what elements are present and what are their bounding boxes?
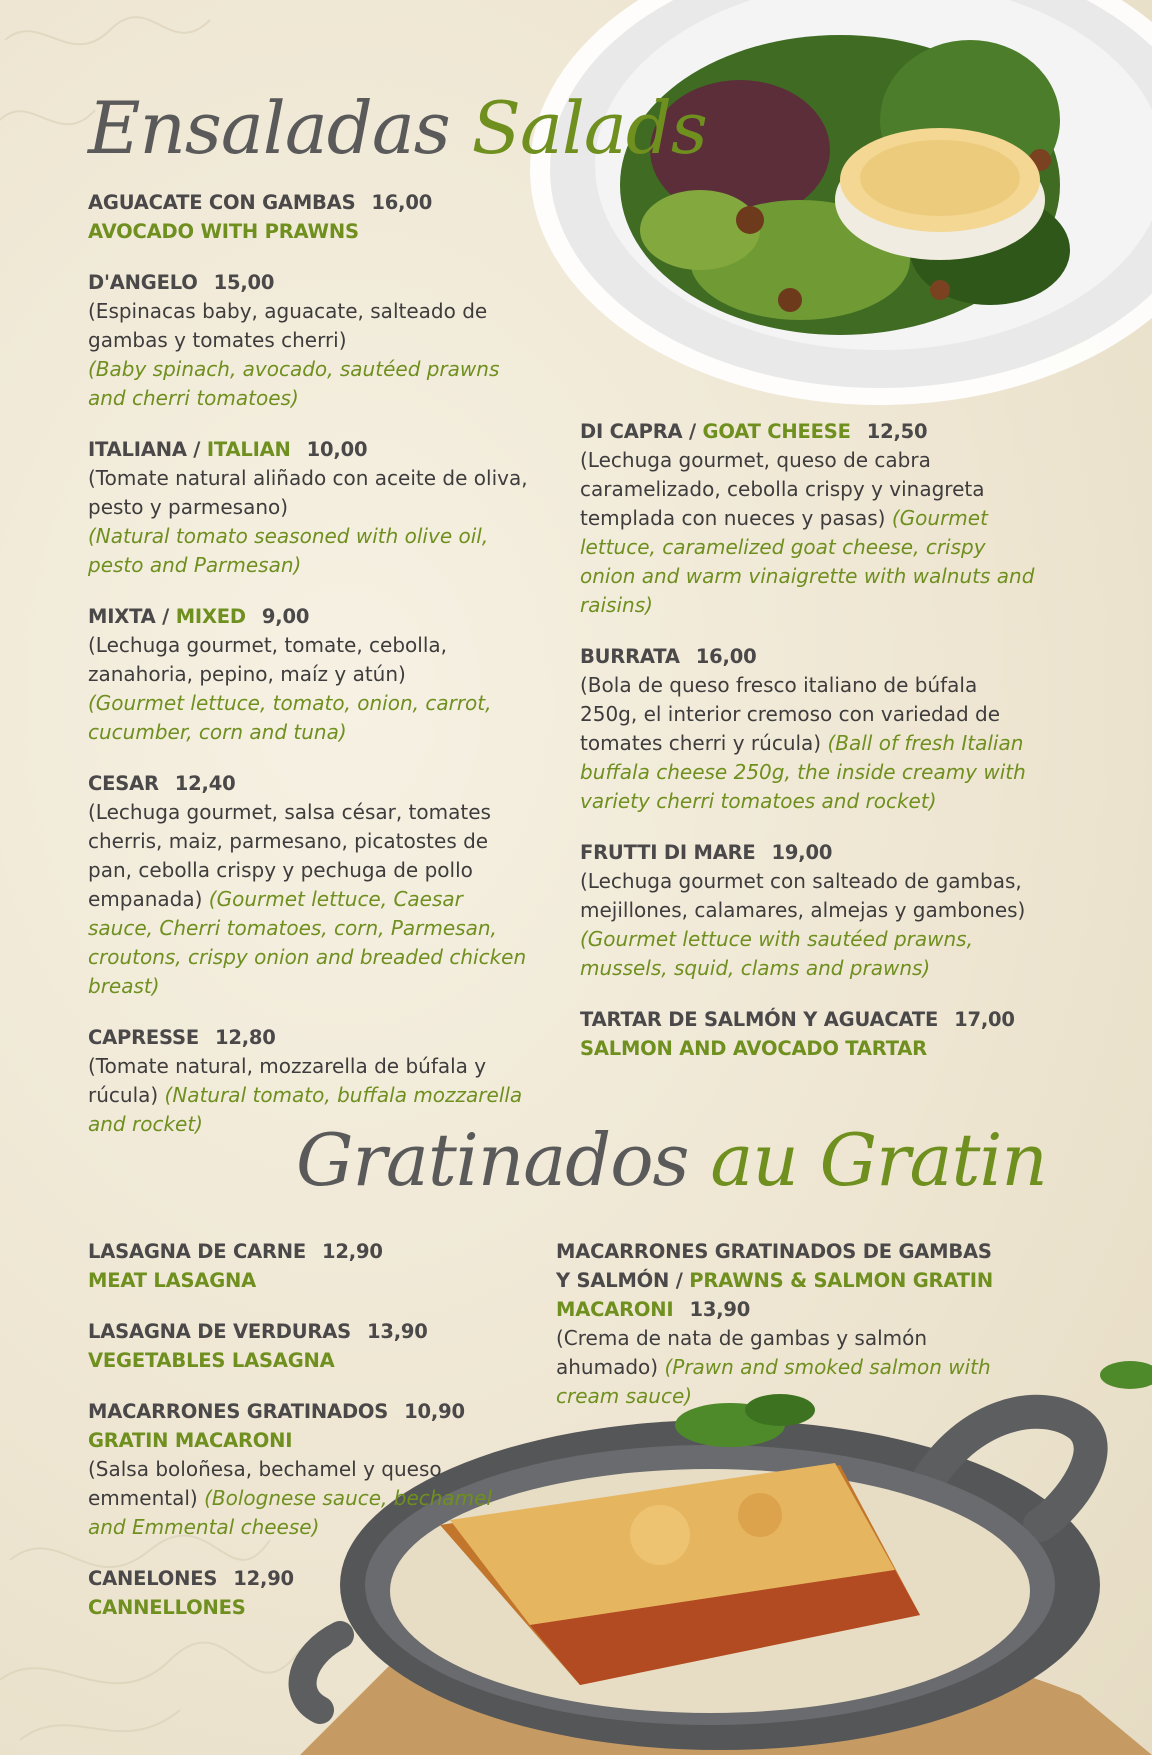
item-title: CESAR	[88, 772, 159, 795]
salads-heading	[88, 86, 707, 170]
item-price: 9,00	[261, 605, 310, 628]
item-title: LASAGNA DE CARNE	[88, 1240, 307, 1263]
item-subtitle: CANNELLONES	[88, 1596, 246, 1619]
item-desc-en: (Gourmet lettuce with sautéed prawns, mussels, squid, clams and prawns)	[580, 927, 973, 980]
item-desc-es: (Bola de queso fresco italiano de búfala 250g, el interior cremoso con variedad de tomates cherri y rúcula)	[580, 673, 1001, 755]
menu-item	[580, 642, 1040, 816]
salad-plate-image	[520, 0, 1152, 420]
salads-left-column	[88, 188, 528, 1161]
item-price: 16,00	[695, 645, 757, 668]
item-title: BURRATA	[580, 645, 680, 668]
menu-item	[88, 188, 528, 246]
item-price: 10,90	[404, 1400, 465, 1423]
item-desc-es: (Lechuga gourmet, salsa césar, tomates cherris, maiz, parmesano, picatostes de pan, cebolla crispy y pechuga de pollo empanada)	[88, 800, 491, 911]
item-subtitle: VEGETABLES LASAGNA	[88, 1349, 335, 1372]
item-title: CAPRESSE	[88, 1026, 199, 1049]
salads-heading-en: Salads	[471, 86, 707, 170]
menu-item	[556, 1237, 996, 1411]
menu-item	[88, 769, 528, 1001]
item-subtitle: SALMON AND AVOCADO TARTAR	[580, 1037, 927, 1060]
item-desc-en: (Bolognese sauce, bechamel and Emmental cheese)	[88, 1486, 493, 1539]
gratin-left-column	[88, 1237, 528, 1644]
item-title: MIXTA /	[88, 605, 176, 628]
item-price: 12,90	[233, 1567, 294, 1590]
menu-item	[580, 417, 1040, 620]
menu-item	[88, 435, 528, 580]
menu-item	[580, 838, 1040, 983]
item-desc-es: (Lechuga gourmet, queso de cabra caramelizado, cebolla crispy y vinagreta templada con nueces y pasas)	[580, 448, 985, 530]
item-title: FRUTTI DI MARE	[580, 841, 756, 864]
item-desc-en: (Natural tomato, buffala mozzarella and rocket)	[88, 1083, 523, 1136]
item-price: 10,00	[306, 438, 368, 461]
item-price: 13,90	[689, 1298, 751, 1321]
item-title: LASAGNA DE VERDURAS	[88, 1320, 351, 1343]
menu-item	[88, 1564, 528, 1622]
item-title: TARTAR DE SALMÓN Y AGUACATE	[580, 1008, 939, 1031]
item-desc-en: (Prawn and smoked salmon with cream sauce)	[556, 1355, 991, 1408]
gratin-heading-es: Gratinados	[296, 1118, 689, 1202]
item-title: AGUACATE CON GAMBAS	[88, 191, 356, 214]
item-title-en: MIXED	[175, 605, 246, 628]
item-title: ITALIANA /	[88, 438, 207, 461]
gratin-heading-en: au Gratin	[710, 1118, 1047, 1202]
item-price: 12,80	[214, 1026, 276, 1049]
menu-item	[88, 268, 528, 413]
item-desc-es: (Espinacas baby, aguacate, salteado de gambas y tomates cherri)	[88, 299, 488, 352]
gratin-heading	[296, 1118, 1047, 1202]
item-price: 13,90	[366, 1320, 428, 1343]
item-price: 12,50	[866, 420, 928, 443]
item-desc-en: (Gourmet lettuce, tomato, onion, carrot, cucumber, corn and tuna)	[88, 691, 492, 744]
item-desc-es: (Lechuga gourmet, tomate, cebolla, zanahoria, pepino, maíz y atún)	[88, 633, 448, 686]
item-title-en: ITALIAN	[206, 438, 291, 461]
item-title-en: GOAT CHEESE	[702, 420, 851, 443]
menu-item	[88, 1237, 528, 1295]
menu-item	[88, 602, 528, 747]
item-title: MACARRONES GRATINADOS	[88, 1400, 389, 1423]
item-subtitle: GRATIN MACARONI	[88, 1429, 293, 1452]
item-desc-en: (Ball of fresh Italian buffala cheese 250g, the inside creamy with variety cherri tomatoes and rocket)	[580, 731, 1026, 813]
item-price: 17,00	[954, 1008, 1015, 1031]
item-desc-en: (Natural tomato seasoned with olive oil, pesto and Parmesan)	[88, 524, 489, 577]
salads-heading-es: Ensaladas	[88, 86, 450, 170]
item-title-en: PRAWNS & SALMON GRATIN MACARONI	[556, 1269, 993, 1321]
item-title: D'ANGELO	[88, 271, 198, 294]
item-subtitle: MEAT LASAGNA	[88, 1269, 257, 1292]
item-price: 12,40	[174, 772, 236, 795]
item-desc-es: (Crema de nata de gambas y salmón ahumado)	[556, 1326, 928, 1379]
item-desc-es: (Lechuga gourmet con salteado de gambas, mejillones, calamares, almejas y gambones)	[580, 869, 1026, 922]
item-desc-en: (Baby spinach, avocado, sautéed prawns and cherri tomatoes)	[88, 357, 500, 410]
menu-item	[88, 1397, 528, 1542]
item-desc-es: (Tomate natural, mozzarella de búfala y rúcula)	[88, 1054, 487, 1107]
item-desc-en: (Gourmet lettuce, Caesar sauce, Cherri tomatoes, corn, Parmesan, croutons, crispy onion and breaded chicken breast)	[88, 887, 527, 998]
item-desc-en: (Gourmet lettuce, caramelized goat cheese, crispy onion and warm vinaigrette with walnuts and raisins)	[580, 506, 1035, 617]
item-title: DI CAPRA /	[580, 420, 703, 443]
item-title: MACARRONES GRATINADOS DE GAMBAS Y SALMÓN /	[556, 1240, 992, 1292]
item-price: 12,90	[322, 1240, 383, 1263]
item-price: 19,00	[771, 841, 833, 864]
salads-right-column	[580, 417, 1040, 1085]
item-desc-es: (Tomate natural aliñado con aceite de oliva, pesto y parmesano)	[88, 466, 528, 519]
gratin-right-column	[556, 1237, 996, 1433]
item-price: 15,00	[213, 271, 275, 294]
item-subtitle: AVOCADO WITH PRAWNS	[88, 220, 359, 243]
item-desc-es: (Salsa boloñesa, bechamel y queso emmental)	[88, 1457, 442, 1510]
item-price: 16,00	[371, 191, 433, 214]
item-title: CANELONES	[88, 1567, 218, 1590]
menu-item	[580, 1005, 1040, 1063]
menu-item	[88, 1317, 528, 1375]
